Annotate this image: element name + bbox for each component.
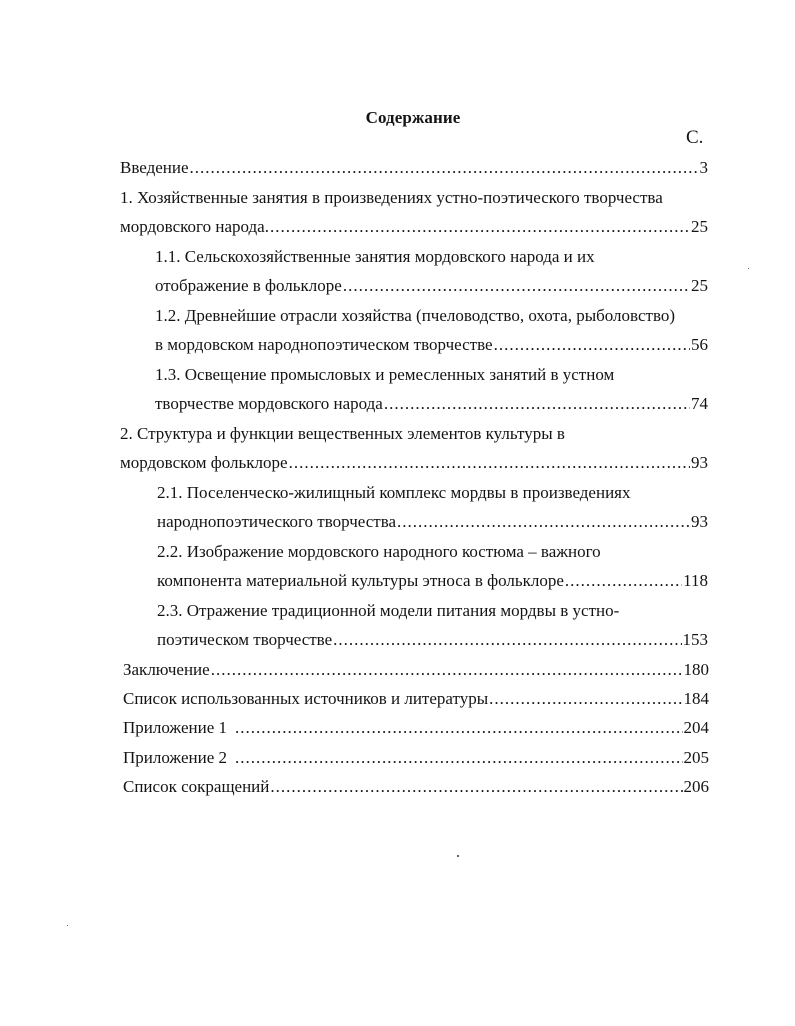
toc-entry-text: 2.2. Изображение мордовского народного костюма – важного — [157, 542, 601, 561]
toc-entry-text: 2. Структура и функции вещественных элементов культуры в — [120, 424, 565, 443]
dot-leader — [397, 511, 690, 533]
dot-leader — [494, 334, 690, 356]
toc-entry-text: мордовском фольклоре — [120, 453, 288, 472]
toc-entry-ch2-3-line2[interactable] — [157, 629, 708, 651]
toc-entry-ch2-1-line2[interactable] — [157, 511, 708, 533]
toc-page-number: 74 — [691, 394, 708, 413]
toc-entry-text: Список сокращений — [123, 777, 270, 796]
toc-entry-ch1-2-line1[interactable] — [155, 305, 675, 327]
toc-page-number: 153 — [682, 630, 708, 649]
toc-page-number: 118 — [683, 571, 708, 590]
toc-entry-text: Заключение — [123, 660, 210, 679]
toc-page-number: 204 — [683, 718, 709, 737]
toc-entry-ch2-2-line1[interactable] — [157, 541, 601, 563]
toc-entry-text: Введение — [120, 158, 189, 177]
toc-entry-appendix-2[interactable] — [123, 747, 709, 769]
toc-page-number: 56 — [691, 335, 708, 354]
toc-page-number: 206 — [683, 777, 709, 796]
toc-entry-abbreviations[interactable] — [123, 776, 709, 798]
toc-title: Содержание — [365, 108, 461, 127]
toc-page-number: 25 — [691, 217, 708, 236]
toc-entry-ch1-2-line2[interactable] — [155, 334, 708, 356]
dot-leader — [235, 747, 683, 769]
dot-leader — [489, 688, 682, 710]
toc-entry-text: 1.3. Освещение промысловых и ремесленных занятий в устном — [155, 365, 615, 384]
toc-entry-ch2-3-line1[interactable] — [157, 600, 619, 622]
toc-entry-text: 1. Хозяйственные занятия в произведениях устно-поэтического творчества — [120, 188, 663, 207]
dot-leader — [565, 570, 682, 592]
scan-speck — [67, 925, 68, 926]
toc-entry-text: Список использованных источников и литературы — [123, 689, 489, 708]
dot-leader — [333, 629, 681, 651]
dot-leader — [270, 776, 682, 798]
toc-entry-text: 2.3. Отражение традиционной модели питания мордвы в устно- — [157, 601, 620, 620]
toc-entry-ch1-3-line1[interactable] — [155, 364, 614, 386]
toc-entry-text: 1.2. Древнейшие отрасли хозяйства (пчеловодство, охота, рыболовство) — [155, 306, 676, 325]
toc-entry-ch2-line2[interactable] — [120, 452, 708, 474]
toc-entry-text: Приложение 2 — [123, 748, 227, 767]
toc-entry-text: поэтическом творчестве — [157, 630, 333, 649]
toc-page-number: 25 — [691, 276, 708, 295]
toc-entry-text: Приложение 1 — [123, 718, 227, 737]
toc-entry-appendix-1[interactable] — [123, 717, 709, 739]
toc-page-number: 93 — [691, 512, 708, 531]
toc-entry-ch1-1-line2[interactable] — [155, 275, 708, 297]
toc-entry-ch2-1-line1[interactable] — [157, 482, 631, 504]
toc-entry-text: народнопоэтического творчества — [157, 512, 397, 531]
toc-entry-ch1-3-line2[interactable] — [155, 393, 708, 415]
toc-entry-sources[interactable] — [123, 688, 709, 710]
toc-entry-text: мордовского народа. — [120, 217, 269, 236]
dot-leader — [190, 157, 699, 179]
toc-entry-ch2-2-line2[interactable] — [157, 570, 708, 592]
scan-speck — [457, 855, 459, 857]
dot-leader — [211, 659, 683, 681]
toc-page-number: 93 — [691, 453, 708, 472]
toc-entry-text: в мордовском народнопоэтическом творчестве — [155, 335, 493, 354]
dot-leader — [289, 452, 690, 474]
toc-entry-text: 1.1. Сельскохозяйственные занятия мордовского народа и их — [155, 247, 595, 266]
dot-leader — [270, 216, 690, 238]
toc-entry-text: отображение в фольклоре — [155, 276, 342, 295]
scan-speck — [748, 268, 749, 269]
toc-entry-text: творчестве мордовского народа — [155, 394, 383, 413]
toc-page-number: 205 — [683, 748, 709, 767]
toc-entry-conclusion[interactable] — [123, 659, 709, 681]
dot-leader — [384, 393, 690, 415]
toc-entry-ch1-line2[interactable] — [120, 216, 708, 238]
toc-entry-ch1-1-line1[interactable] — [155, 246, 595, 268]
dot-leader — [343, 275, 690, 297]
toc-entry-ch2-line1[interactable] — [120, 423, 565, 445]
dot-leader — [235, 717, 683, 739]
toc-entry-ch1-line1[interactable] — [120, 187, 663, 209]
toc-page-number: 3 — [699, 158, 708, 177]
page-column-label: С. — [686, 127, 704, 148]
toc-page-number: 184 — [683, 689, 709, 708]
toc-page-number: 180 — [683, 660, 709, 679]
toc-entry-text: 2.1. Поселенческо-жилищный комплекс мордвы в произведениях — [157, 483, 631, 502]
toc-entry-intro[interactable] — [120, 157, 708, 179]
toc-entry-text: компонента материальной культуры этноса в фольклоре — [157, 571, 564, 590]
